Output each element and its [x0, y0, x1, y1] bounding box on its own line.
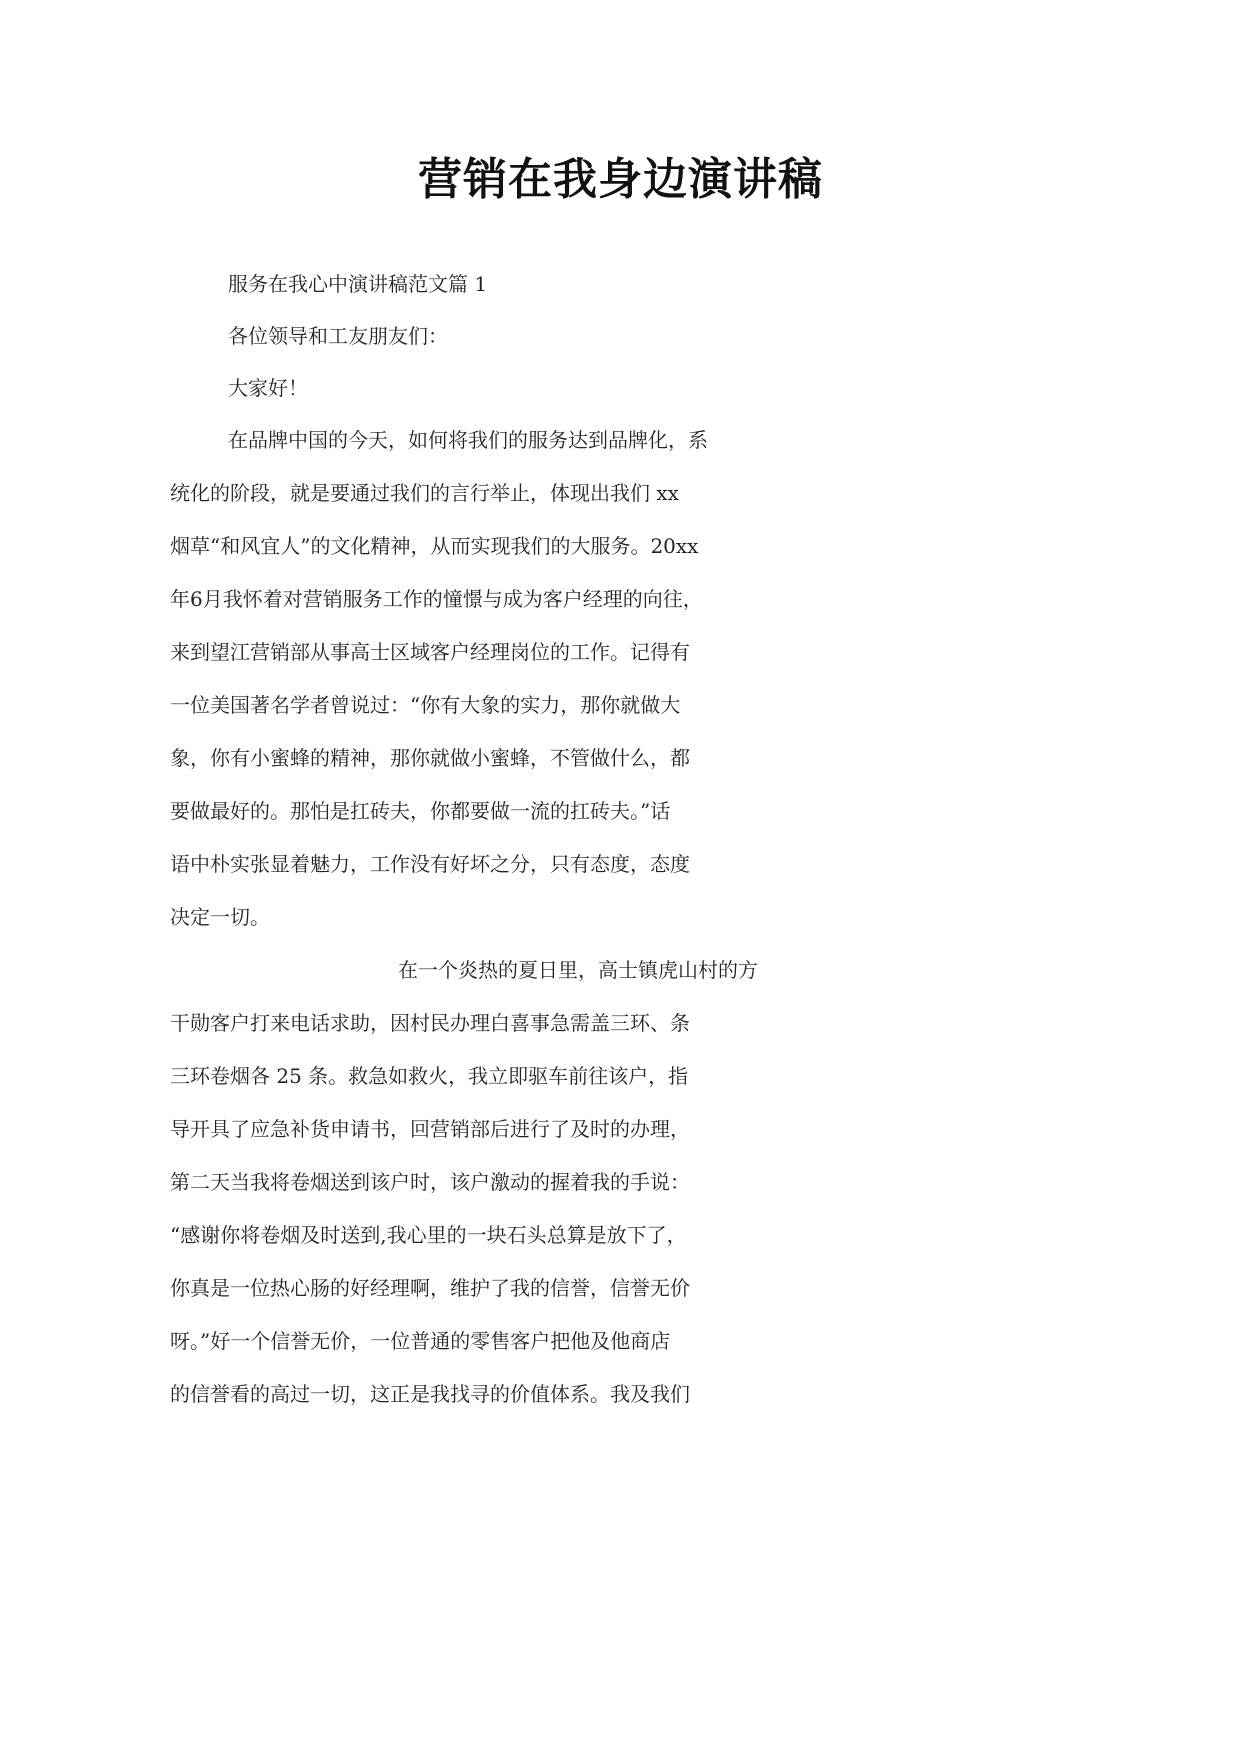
paragraph-1-line-10: 决定一切。	[170, 905, 270, 929]
paragraph-1-line-5: 来到望江营销部从事高士区域客户经理岗位的工作。记得有	[170, 640, 690, 664]
paragraph-2-line-7: 你真是一位热心肠的好经理啊，维护了我的信誉，信誉无价	[170, 1276, 690, 1300]
paragraph-2-line-3: 三环卷烟各 25 条。救急如救火，我立即驱车前往该户，指	[170, 1064, 689, 1088]
paragraph-1-line-4: 年6月我怀着对营销服务工作的憧憬与成为客户经理的向往，	[170, 587, 703, 611]
paragraph-1-line-6: 一位美国著名学者曾说过：“你有大象的实力，那你就做大	[170, 693, 681, 717]
paragraph-2-line-4: 导开具了应急补货申请书，回营销部后进行了及时的办理，	[170, 1117, 690, 1141]
paragraph-1-line-3: 烟草“和风宜人”的文化精神，从而实现我们的大服务。20xx	[170, 534, 699, 558]
paragraph-2-line-6: “感谢你将卷烟及时送到,我心里的一块石头总算是放下了，	[170, 1223, 687, 1247]
salutation-line: 各位领导和工友朋友们：	[228, 324, 448, 348]
paragraph-2-line-1: 在一个炎热的夏日里，高士镇虎山村的方	[398, 958, 758, 982]
paragraph-1-line-2: 统化的阶段，就是要通过我们的言行举止，体现出我们 xx	[170, 481, 679, 505]
paragraph-1-line-1: 在品牌中国的今天，如何将我们的服务达到品牌化，系	[228, 428, 708, 452]
paragraph-2-line-5: 第二天当我将卷烟送到该户时，该户激动的握着我的手说：	[170, 1170, 690, 1194]
paragraph-1-line-7: 象，你有小蜜蜂的精神，那你就做小蜜蜂，不管做什么，都	[170, 746, 690, 770]
document-title: 营销在我身边演讲稿	[418, 154, 823, 205]
paragraph-1-line-8: 要做最好的。那怕是扛砖夫，你都要做一流的扛砖夫。”话	[170, 799, 671, 823]
paragraph-2-line-9: 的信誉看的高过一切，这正是我找寻的价值体系。我及我们	[170, 1382, 690, 1406]
subtitle-line: 服务在我心中演讲稿范文篇 1	[228, 272, 488, 296]
paragraph-2-line-8: 呀。”好一个信誉无价，一位普通的零售客户把他及他商店	[170, 1329, 671, 1353]
paragraph-1-line-9: 语中朴实张显着魅力，工作没有好坏之分，只有态度，态度	[170, 852, 690, 876]
paragraph-2-line-2: 干勋客户打来电话求助，因村民办理白喜事急需盖三环、条	[170, 1011, 690, 1035]
greeting-line: 大家好！	[228, 376, 308, 400]
